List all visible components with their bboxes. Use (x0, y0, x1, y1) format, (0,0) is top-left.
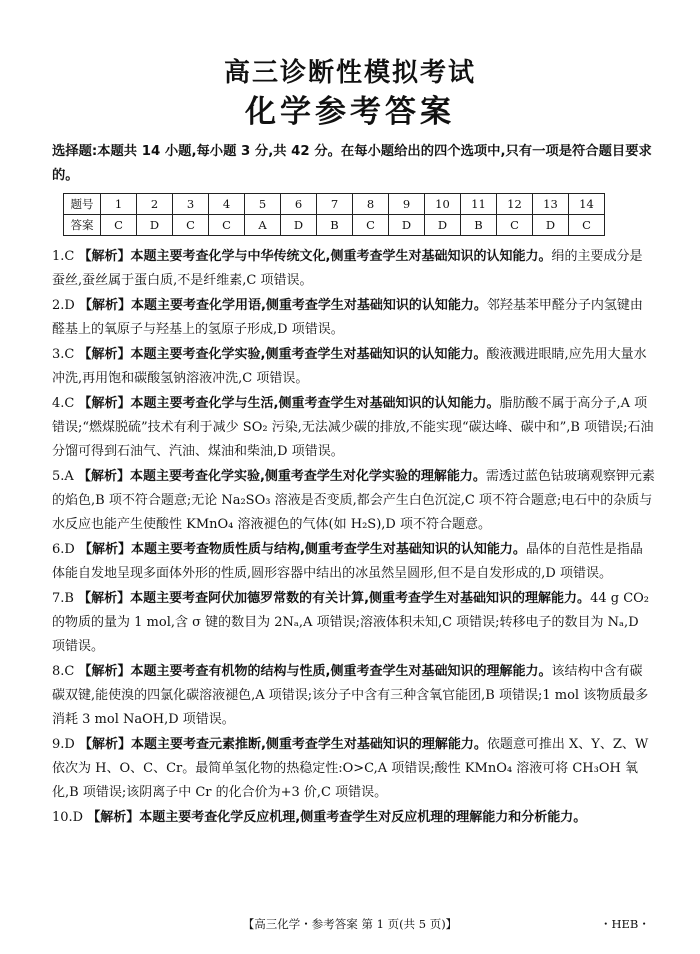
item-number: 6.D (52, 542, 75, 557)
question-number-cell: 4 (209, 194, 245, 215)
explanation-item (52, 465, 655, 537)
explanation-item (52, 733, 655, 805)
item-lead: 【解析】本题主要考查化学反应机理,侧重考查学生对反应机理的理解能力和分析能力。 (87, 810, 587, 825)
answer-cell: C (173, 215, 209, 236)
explanation-item (52, 392, 655, 464)
page-subtitle: 化学参考答案 (245, 94, 455, 130)
item-body: 邻羟基苯甲醛分子内氢键由醛基上的氧原子与羟基上的氢原子形成,D 项错误。 (52, 298, 643, 337)
item-body: 44 g CO₂ 的物质的量为 1 mol,含 σ 键的数目为 2Nₐ,A 项错误;溶液体积未知,C 项错误;转移电子的数目为 Nₐ,D 项错误。 (52, 591, 650, 654)
page-footer: 【高三化学・参考答案 第 1 页(共 5 页)】 (242, 917, 458, 931)
item-number: 3.C (52, 347, 75, 362)
answer-explanations (52, 245, 655, 831)
question-number-cell: 2 (137, 194, 173, 215)
exam-code: ・HEB・ (600, 917, 650, 931)
explanation-item (52, 806, 655, 830)
question-number-cell: 12 (497, 194, 533, 215)
item-number: 8.C (52, 664, 75, 679)
question-number-cell: 9 (389, 194, 425, 215)
item-number: 9.D (52, 737, 75, 752)
item-number: 4.C (52, 396, 75, 411)
answer-cell: D (533, 215, 569, 236)
explanation-item (52, 294, 655, 342)
answer-cell: C (569, 215, 605, 236)
answer-cell: D (137, 215, 173, 236)
answer-row (64, 215, 605, 236)
item-lead: 【解析】本题主要考查化学与生活,侧重考查学生对基础知识的认知能力。 (78, 396, 500, 411)
item-body: 需透过蓝色钴玻璃观察钾元素的焰色,B 项不符合题意;无论 Na₂SO₃ 溶液是否变质,都会产生白色沉淀,C 项不符合题意;电石中的杂质与水反应也能产生使酸性 KMnO₄ 溶液褪色的气体(如 H₂S),D 项不符合题意。 (52, 469, 655, 532)
row-label: 题号 (64, 194, 101, 215)
question-number-cell: 10 (425, 194, 461, 215)
question-number-cell: 14 (569, 194, 605, 215)
explanation-item (52, 245, 655, 293)
item-number: 2.D (52, 298, 75, 313)
item-lead: 【解析】本题主要考查阿伏加德罗常数的有关计算,侧重考查学生对基础知识的理解能力。 (78, 591, 591, 606)
answer-cell: D (389, 215, 425, 236)
item-body: 该结构中含有碳碳双键,能使溴的四氯化碳溶液褪色,A 项错误;该分子中含有三种含氧官能团,B 项错误;1 mol 该物质最多消耗 3 mol NaOH,D 项错误。 (52, 664, 649, 727)
question-number-cell: 8 (353, 194, 389, 215)
answer-cell: D (281, 215, 317, 236)
item-lead: 【解析】本题主要考查有机物的结构与性质,侧重考查学生对基础知识的理解能力。 (78, 664, 552, 679)
question-number-cell: 1 (101, 194, 137, 215)
item-lead: 【解析】本题主要考查化学实验,侧重考查学生对基础知识的认知能力。 (78, 347, 487, 362)
item-lead: 【解析】本题主要考查化学实验,侧重考查学生对化学实验的理解能力。 (77, 469, 486, 484)
explanation-item (52, 660, 655, 732)
item-body: 脂肪酸不属于高分子,A 项错误;“燃煤脱硫”技术有利于减少 SO₂ 污染,无法减少碳的排放,不能实现“碳达峰、碳中和”,B 项错误;石油分馏可得到石油气、汽油、煤油和柴油,D 项错误。 (52, 396, 654, 459)
question-number-cell: 3 (173, 194, 209, 215)
item-number: 1.C (52, 249, 75, 264)
question-number-cell: 6 (281, 194, 317, 215)
item-number: 10.D (52, 810, 84, 825)
item-lead: 【解析】本题主要考查物质性质与结构,侧重考查学生对基础知识的认知能力。 (78, 542, 526, 557)
question-number-cell: 5 (245, 194, 281, 215)
item-lead: 【解析】本题主要考查化学用语,侧重考查学生对基础知识的认知能力。 (78, 298, 487, 313)
question-number-row (64, 194, 605, 215)
answer-cell: D (425, 215, 461, 236)
question-number-cell: 7 (317, 194, 353, 215)
row-label: 答案 (64, 215, 101, 236)
item-body: 绢的主要成分是蚕丝,蚕丝属于蛋白质,不是纤维素,C 项错误。 (52, 249, 643, 288)
item-number: 7.B (52, 591, 74, 606)
answer-cell: B (461, 215, 497, 236)
answer-table (63, 193, 605, 236)
item-body: 依题意可推出 X、Y、Z、W 依次为 H、O、C、Cr。最简单氢化物的热稳定性:O>C,A 项错误;酸性 KMnO₄ 溶液可将 CH₃OH 氧化,B 项错误;该阴离子中 Cr 的化合价为+3 价,C 项错误。 (52, 737, 649, 800)
answer-cell: C (353, 215, 389, 236)
item-body: 酸液溅进眼睛,应先用大量水冲洗,再用饱和碳酸氢钠溶液冲洗,C 项错误。 (52, 347, 647, 386)
answer-cell: C (209, 215, 245, 236)
answer-cell: C (101, 215, 137, 236)
explanation-item (52, 343, 655, 391)
item-body: 晶体的自范性是指晶体能自发地呈现多面体外形的性质,圆形容器中结出的冰虽然呈圆形,但不是自发形成的,D 项错误。 (52, 542, 643, 581)
question-number-cell: 11 (461, 194, 497, 215)
page-title: 高三诊断性模拟考试 (223, 58, 476, 88)
explanation-item (52, 587, 655, 659)
answer-cell: C (497, 215, 533, 236)
section-intro: 选择题:本题共 14 小题,每小题 3 分,共 42 分。在每小题给出的四个选项中,只有一项是符合题目要求的。 (52, 144, 652, 183)
explanation-item (52, 538, 655, 586)
item-lead: 【解析】本题主要考查化学与中华传统文化,侧重考查学生对基础知识的认知能力。 (78, 249, 552, 264)
question-number-cell: 13 (533, 194, 569, 215)
item-lead: 【解析】本题主要考查元素推断,侧重考查学生对基础知识的理解能力。 (78, 737, 487, 752)
answer-cell: A (245, 215, 281, 236)
answer-cell: B (317, 215, 353, 236)
item-number: 5.A (52, 469, 74, 484)
